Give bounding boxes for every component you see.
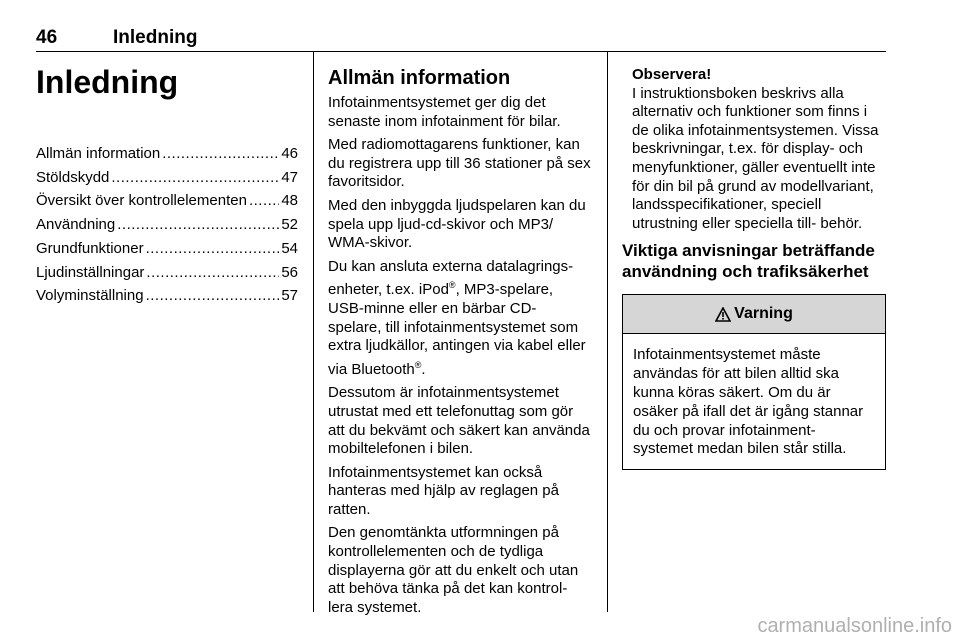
- toc-item[interactable]: [36, 261, 298, 285]
- warning-label: Varning: [734, 305, 793, 323]
- toc-item[interactable]: [36, 166, 298, 190]
- note-text: I instruktionsboken beskrivs alla alternativ och funktioner som finns i de olika infotainmentsystemen. Vissa beskrivningar, t.ex. för display- och menyfunktioner, gäller eventuellt inte för din bil på grund av modellvariant, landsspecifikationer, speciell utrustning eller speciella till- behör.: [632, 84, 879, 232]
- toc-label: Ljudinställningar: [36, 263, 145, 281]
- paragraph: Infotainmentsystemet kan också hanteras med hjälp av reglagen på ratten.: [328, 463, 559, 518]
- page-header: [36, 27, 886, 52]
- toc-label: Stöldskydd: [36, 168, 110, 186]
- paragraph: Med radiomottagarens funktioner, kan du registrera upp till 36 stationer på sex favoritsidor.: [328, 136, 591, 191]
- warning-box: [622, 294, 886, 470]
- table-of-contents: [36, 142, 298, 308]
- general-info-column: [328, 60, 592, 622]
- subsection-title: Viktiga anvisningar beträffande användning och trafiksäkerhet: [622, 241, 875, 281]
- column-divider: [313, 52, 314, 612]
- toc-label: Översikt över kontrollelementen: [36, 192, 247, 210]
- warning-text: Infotainmentsystemet måste användas för att bilen alltid ska kunna köras säkert. Om du är osäker på ifall det är igång stannar du och provar infotainment- systemet medan bilen står stilla.: [633, 346, 864, 458]
- toc-label: Grundfunktioner: [36, 239, 144, 257]
- paragraph: Infotainmentsystemet ger dig det senaste inom infotainment för bilar.: [328, 94, 561, 130]
- toc-column: [36, 60, 298, 308]
- toc-item[interactable]: [36, 142, 298, 166]
- toc-page: 54: [281, 239, 298, 257]
- warning-triangle-icon: [715, 307, 731, 322]
- note-title: Observera!: [632, 66, 712, 83]
- toc-item[interactable]: [36, 189, 298, 213]
- watermark: carmanualsonline.info: [757, 615, 952, 637]
- warning-header: [623, 295, 885, 334]
- paragraph: Dessutom är infotainmentsystemet utrustat med ett telefonuttag som gör att du bekvämt och säkert kan använda mobiltelefonen i bilen.: [328, 384, 590, 458]
- toc-page: 56: [281, 263, 298, 281]
- column-divider: [607, 52, 608, 612]
- toc-page: 48: [281, 192, 298, 210]
- toc-item[interactable]: [36, 237, 298, 261]
- toc-item[interactable]: [36, 284, 298, 308]
- section-title: Allmän information: [328, 67, 511, 89]
- toc-page: 46: [281, 145, 298, 162]
- toc-item[interactable]: [36, 213, 298, 237]
- chapter-title: Inledning: [36, 64, 179, 100]
- page-number: 46: [36, 27, 58, 48]
- paragraph: Den genomtänkta utformningen på kontrollelementen och de tydliga displayerna gör att du enkelt och utan att behöva tänka på det kan kontrol- lera systemet.: [328, 524, 579, 616]
- toc-label: Allmän information: [36, 145, 161, 162]
- toc-label: Användning: [36, 216, 116, 234]
- note-column: [622, 60, 886, 470]
- toc-page: 52: [281, 216, 298, 234]
- header-title: Inledning: [113, 27, 198, 48]
- toc-page: 57: [281, 287, 298, 305]
- paragraph: Med den inbyggda ljudspelaren kan du spela upp ljud-cd-skivor och MP3/ WMA-skivor.: [328, 196, 586, 252]
- paragraph: Du kan ansluta externa datalagrings- enheter, t.ex. iPod®, MP3-spelare, USB-minne eller en bärbar CD- spelare, till infotainmentsystemet som extra ljudkällor, antingen via kabel eller via Bluetooth®.: [328, 257, 586, 378]
- toc-label: Volyminställning: [36, 287, 144, 305]
- toc-page: 47: [281, 168, 298, 186]
